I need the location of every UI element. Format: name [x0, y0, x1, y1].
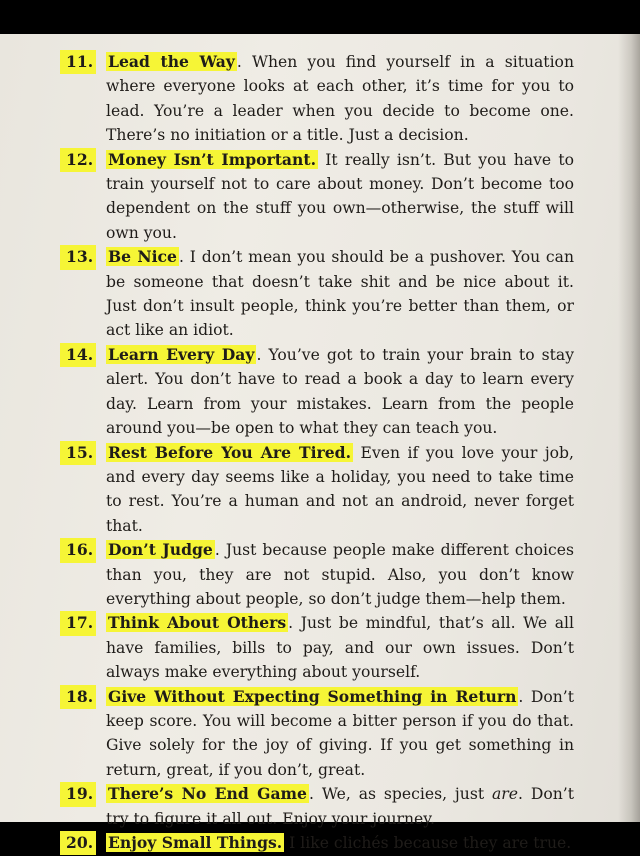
list-item-19	[66, 782, 574, 831]
item-title: Be Nice	[108, 247, 177, 267]
list-item-12	[66, 148, 574, 246]
item-text: . I don’t mean you should be a pushover. You can be someone that doesn’t take shit and be nice about it. Just don’t insult people, think you’re better than them, or act like an idiot.	[106, 248, 575, 340]
item-title: There’s No End Game	[108, 784, 307, 804]
item-number: 12.	[60, 148, 96, 172]
item-text: . When you find yourself in a situation where everyone looks at each other, it’s time for you to lead. You’re a leader when you decide to become one. There’s no initiation or a title. Just a decision.	[106, 53, 574, 145]
item-number: 17.	[60, 611, 96, 635]
item-number: 14.	[60, 343, 96, 367]
item-text: Even if you love your job, and every day seems like a holiday, you need to take time to rest. You’re a human and not an android, never forget that.	[106, 443, 574, 535]
item-text: . Don’t keep score. You will become a bitter person if you do that. Give solely for the joy of giving. If you get something in return, great, if you don’t, great.	[106, 687, 574, 779]
list-item-16	[66, 538, 574, 611]
item-text-before: . We, as species, just	[308, 785, 492, 804]
item-title: Enjoy Small Things.	[108, 833, 283, 852]
item-text: . Just because people make different choices than you, they are not stupid. Also, you don’t know everything about people, so don’t judge them—help them.	[106, 541, 575, 608]
item-text: . Just be mindful, that’s all. We all have families, bills to pay, and our own issues. Don’t always make everything about yourself.	[106, 614, 574, 682]
numbered-list	[66, 50, 574, 855]
item-text: . Don’t try to figure it all out. Enjoy your journey.	[106, 785, 575, 828]
list-item-18	[66, 685, 574, 783]
item-number: 11.	[60, 50, 96, 74]
list-item-13	[66, 245, 574, 343]
item-title: Lead the Way	[108, 52, 235, 71]
item-title: Think About Others	[108, 613, 287, 633]
item-number: 20.	[60, 831, 96, 855]
list-item-17	[66, 611, 574, 684]
list-item-20	[66, 831, 574, 855]
list-item-15	[66, 441, 574, 539]
item-title: Learn Every Day	[108, 344, 255, 364]
page-edge-shadow	[618, 34, 640, 822]
item-text: It really isn’t. But you have to train yourself not to care about money. Don’t become too dependent on the stuff you own—otherwise, the stuff will own you.	[106, 150, 574, 242]
item-text: . You’ve got to train your brain to stay alert. You don’t have to read a book a day to learn every day. Learn from your mistakes. Learn from the people around you—be open to what they can teach you.	[106, 345, 575, 438]
item-title: Rest Before You Are Tired.	[108, 442, 352, 462]
item-number: 19.	[60, 782, 96, 806]
item-text-emphasis: are	[492, 785, 518, 804]
item-text: I like clichés because they are true.	[284, 834, 572, 852]
item-number: 16.	[60, 538, 96, 562]
item-number: 18.	[60, 685, 96, 709]
list-item-11	[66, 50, 574, 148]
book-page	[0, 34, 640, 852]
item-number: 13.	[60, 245, 96, 269]
item-title: Give Without Expecting Something in Return	[108, 686, 517, 706]
list-item-14	[66, 343, 574, 441]
item-title: Money Isn’t Important.	[108, 149, 316, 169]
item-title: Don’t Judge	[108, 540, 213, 560]
item-number: 15.	[60, 441, 96, 465]
